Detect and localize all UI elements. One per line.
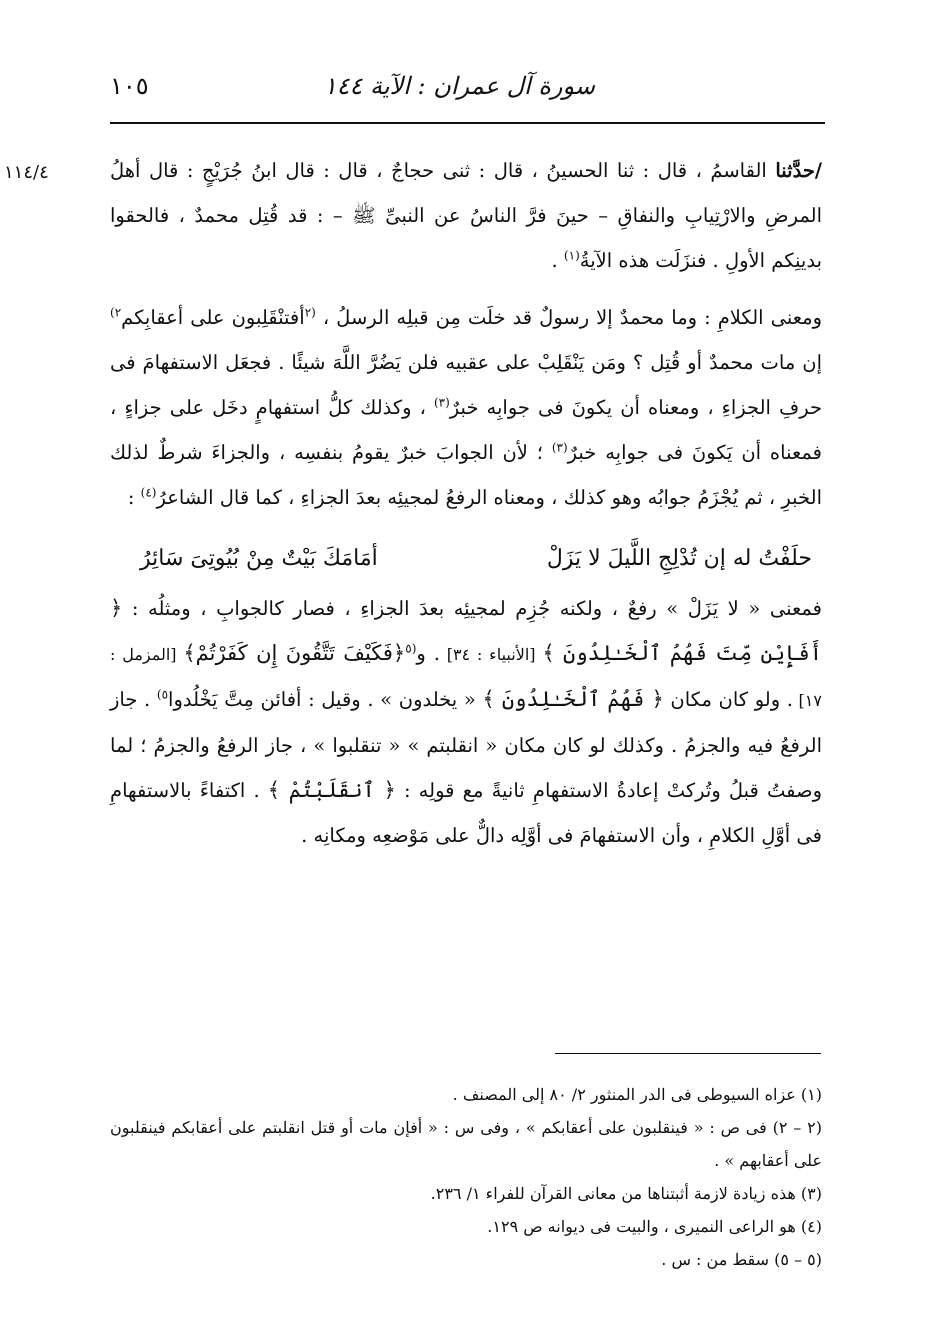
paragraph-3 <box>110 586 822 858</box>
paragraph-text: ، وكذلك كلُّ استفهامٍ دخَل على جزاءٍ ، فمعناه أن يَكونَ فى جوابِه خبرٌ <box>110 396 822 464</box>
footnote-marker: ٢) <box>110 305 122 320</box>
second-hemistich: أمَامَكَ بَيْتٌ مِنْ بُيُوتِىَ سَائِرُ <box>140 546 378 571</box>
footnote-marker: (٤) <box>140 485 157 500</box>
paragraph-text: ؛ لأن الجوابَ خبرٌ يقومُ بنفسِه ، والجزاءَ شرطٌ لذلك الخبرِ ، ثم يُجْزَمُ جوابُه وهو كذلك ، ومعناه الرفعُ لمجيئِه بعدَ الجزاءِ ، كما قال الشاعرُ <box>110 441 822 509</box>
paragraph-2 <box>110 295 822 520</box>
poetry-verse <box>110 532 822 582</box>
footnotes <box>110 1078 822 1276</box>
footnote-4: (٤) هو الراعى النميرى ، والبيت فى ديوانه ص ١٢٩. <box>487 1217 822 1236</box>
paragraph-1 <box>110 148 822 283</box>
paragraph-text: . اكتفاءً بالاستفهامِ فى أوَّلِ الكلامِ ، وأن الاستفهامَ فى أوَّلِه دالٌّ على مَوْضعِه ومكانِه . <box>110 779 822 847</box>
paragraph-text: . جاز الرفعُ فيه والجزمُ . وكذلك لو كان مكان « انقلبتم » « تنقلبوا » ، جاز الرفعُ والجزمُ ؛ لما وصفتُ قبلُ وتُركتْ إعادةُ الاستفهامِ ثانيةً مع قولِه : <box>110 688 822 802</box>
footnote-marker: (٣) <box>551 440 568 455</box>
footnote-marker: (٣) <box>433 395 450 410</box>
paragraph-text: ومعنى الكلامِ : وما محمدٌ إلا رسولٌ قد خلَت مِن قبلِه الرسلُ ، <box>315 306 822 329</box>
header-rule <box>110 122 825 124</box>
paragraph-lead: /حدَّثنا <box>775 159 822 182</box>
paragraph-tail: . <box>551 249 564 272</box>
running-title: سورة آل عمران : الآية ١٤٤ <box>323 72 595 100</box>
paragraph-text: أفتنْقَلِبون على أعقابِكم <box>121 306 305 329</box>
main-text <box>110 148 822 870</box>
footnote-5: (٥ – ٥) سقط من : س . <box>661 1250 822 1269</box>
footnote-rule <box>555 1053 821 1054</box>
quran-quote: ﴿ فَهُمُ ٱلْخَـٰلِدُونَ ﴾ <box>482 687 664 711</box>
footnote-2: (٢ – ٢) فى ص : « فينقلبون على أعقابكم » ، وفى س : « أفإن مات أو قتل انقلبتم على أعقابكم فينقلبون على أعقابهم » . <box>110 1118 823 1170</box>
surah-reference: [الأنبياء : ٣٤] <box>439 645 543 664</box>
marginal-reference: ١١٤/٤ <box>4 162 49 183</box>
quran-quote: ﴿فَكَيْفَ تَتَّقُونَ إِن كَفَرْتُمْ﴾ <box>183 641 406 665</box>
footnote-marker: (١) <box>563 248 580 263</box>
paragraph-text: « يخلدون » . وقيل : أفائن مِتَّ يَخْلُدوا <box>168 688 483 711</box>
page-number: ١٠٥ <box>110 72 149 100</box>
quran-quote: ﴿ أَفَإِيْن مِّتَ فَهُمُ ٱلْخَـٰلِدُونَ ﴾ <box>110 596 823 665</box>
paragraph-text: القاسمُ ، قال : ثنا الحسينُ ، قال : ثنى حجاجٌ ، قال : قال ابنُ جُرَيْجٍ : قال أهلُ المرضِ والارْتِيابِ والنفاقِ – حينَ فرَّ الناسُ عن النبىِّ ﷺ – : قد قُتِل محمدٌ ، فالحقوا بدينِكم الأولِ . فنزَلَت هذه الآيةُ <box>110 159 822 272</box>
paragraph-text: . ولو كان مكان <box>663 688 794 711</box>
paragraph-text: فمعنى « لا يَزَلْ » رفعٌ ، ولكنه جُزِم لمجيئِه بعدَ الجزاءِ ، فصار كالجوابِ ، ومثلُه : <box>122 597 822 620</box>
paragraph-text: إن مات محمدٌ أو قُتِل ؟ ومَن يَنْقَلِبْ على عقبيه فلن يَضُرَّ اللَّهَ شيئًا . فجعَل الاستفهامَ فى حرفِ الجزاءِ ، ومعناه أن يكونَ فى جوابِه خبرٌ <box>110 351 823 419</box>
page-header <box>110 70 825 110</box>
quran-quote: ﴿ ٱنقَلَبْتُمْ ﴾ <box>267 778 396 802</box>
footnote-3: (٣) هذه زيادة لازمة أثبتناها من معانى القرآن للفراء ١/ ٢٣٦. <box>430 1184 822 1203</box>
surah-reference: [المزمل : ١٧] <box>110 645 822 710</box>
paragraph-tail: : <box>127 486 141 509</box>
footnote-marker: ٥) <box>156 687 169 702</box>
paragraph-text: . و <box>416 642 440 665</box>
footnote-1: (١) عزاه السيوطى فى الدر المنثور ٢/ ٨٠ إلى المصنف . <box>452 1085 822 1104</box>
footnote-marker: (٥ <box>405 641 417 656</box>
first-hemistich: حلَفْتُ له إن تُدْلِجِ اللَّيلَ لا يَزَلْ <box>546 546 812 571</box>
footnote-marker: (٢ <box>304 305 316 320</box>
